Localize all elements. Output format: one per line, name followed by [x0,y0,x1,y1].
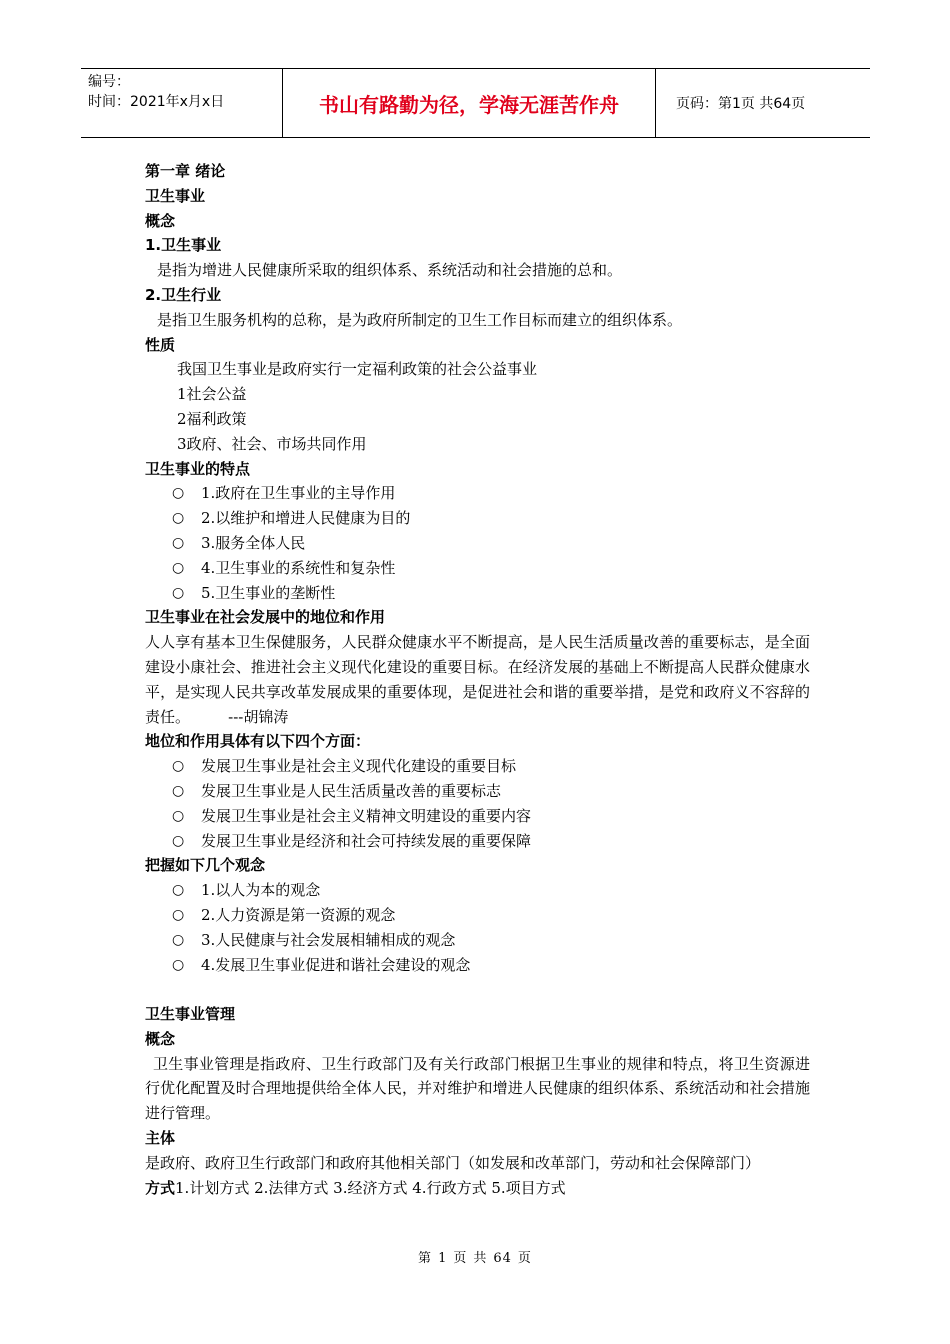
subject-heading: 主体 [145,1129,176,1148]
circle-bullet-icon: ○ [172,832,185,849]
concept-heading: 概念 [145,211,176,230]
item-text: 是指卫生服务机构的总称，是为政府所制定的卫生工作目标而建立的组织体系。 [157,310,683,329]
methods-text: 1.计划方式 2.法律方式 3.经济方式 4.行政方式 5.项目方式 [175,1178,566,1197]
list-item-text: 1.以人为本的观念 [201,881,321,900]
item-text: 是指为增进人民健康所采取的组织体系、系统活动和社会措施的总和。 [157,261,623,280]
circle-bullet-icon: ○ [172,956,185,973]
header-page-info-cell [664,69,870,137]
list-item [145,481,810,506]
list-item-text: 2.以维护和增进人民健康为目的 [201,509,411,528]
views-heading: 把握如下几个观念 [145,856,266,875]
concept-heading: 概念 [145,1029,176,1048]
header-motto: 书山有路勤为径，学海无涯苦作舟 [319,92,619,117]
circle-bullet-icon: ○ [172,485,185,502]
spacer [145,977,810,1002]
circle-bullet-icon: ○ [172,559,185,576]
role-heading: 卫生事业在社会发展中的地位和作用 [145,608,386,627]
circle-bullet-icon: ○ [172,782,185,799]
list-item-text: 4.卫生事业的系统性和复杂性 [201,558,396,577]
list-item-text: 5.卫生事业的垄断性 [201,583,336,602]
footer-word: 第 [418,1251,433,1266]
list-item-text: 3.服务全体人民 [201,533,306,552]
nature-heading: 性质 [145,335,176,354]
list-item [145,804,810,829]
page-footer [0,1247,950,1266]
footer-word: 页 [517,1251,532,1266]
header-meta [81,69,281,137]
chapter-title: 第一章 绪论 [145,162,226,180]
methods-line [145,1176,810,1201]
section-title: 卫生事业 [145,186,206,205]
nature-line: 1社会公益 [177,385,247,404]
footer-total-pages: 64 [493,1251,512,1266]
footer-word: 页 [453,1251,468,1266]
features-heading: 卫生事业的特点 [145,459,251,478]
list-item-text: 发展卫生事业是人民生活质量改善的重要标志 [201,781,502,800]
list-item [145,581,810,606]
mgmt-paragraph [145,1052,810,1126]
subject-paragraph: 是政府、政府卫生行政部门和政府其他相关部门（如发展和改革部门，劳动和社会保障部门） [145,1153,761,1172]
nature-line: 我国卫生事业是政府实行一定福利政策的社会公益事业 [177,360,538,379]
methods-label: 方式 [145,1178,176,1197]
circle-bullet-icon: ○ [172,807,185,824]
serial-label: 编号： [88,74,130,90]
list-item [145,779,810,804]
circle-bullet-icon: ○ [172,584,185,601]
item-heading: 1.卫生事业 [145,236,222,255]
list-item [145,878,810,903]
role-paragraph: 人人享有基本卫生保健服务，人民群众健康水平不断提高，是人民生活质量改善的重要标志，是全面建设小康社会、推进社会主义现代化建设的重要目标。在经济发展的基础上不断提高人民群众健康水平，是实现人民共享改革发展成果的重要体现，是促进社会和谐的重要举措，是党和政府义不容辞的责任。 ---胡锦涛 [145,633,810,726]
list-item [145,928,810,953]
list-item [145,829,810,854]
mgmt-paragraph-text: 卫生事业管理是指政府、卫生行政部门及有关行政部门根据卫生事业的规律和特点，将卫生资源进行优化配置及时合理地提供给全体人民，并对维护和增进人民健康的组织体系、系统活动和社会措施进行管理。 [145,1054,810,1123]
circle-bullet-icon: ○ [172,906,185,923]
circle-bullet-icon: ○ [172,534,185,551]
aspects-heading: 地位和作用具体有以下四个方面： [145,732,371,751]
list-item-text: 4.发展卫生事业促进和谐社会建设的观念 [201,955,471,974]
list-item-text: 发展卫生事业是经济和社会可持续发展的重要保障 [201,831,532,850]
header-page-info: 页码：第1页 共64页 [676,96,806,112]
circle-bullet-icon: ○ [172,758,185,775]
circle-bullet-icon: ○ [172,931,185,948]
list-item [145,903,810,928]
mgmt-heading: 卫生事业管理 [145,1005,236,1024]
list-item [145,754,810,779]
date-label: 时间：2021年x月x日 [88,94,225,110]
header-motto-cell [282,69,656,137]
list-item [145,531,810,556]
list-item-text: 2.人力资源是第一资源的观念 [201,905,396,924]
list-item [145,953,810,978]
list-item-text: 发展卫生事业是社会主义现代化建设的重要目标 [201,757,517,776]
list-item-text: 发展卫生事业是社会主义精神文明建设的重要内容 [201,806,532,825]
item-heading: 2.卫生行业 [145,285,222,304]
list-item [145,556,810,581]
circle-bullet-icon: ○ [172,882,185,899]
list-item [145,506,810,531]
document-body [145,159,810,1200]
list-item-text: 3.人民健康与社会发展相辅相成的观念 [201,930,456,949]
list-item-text: 1.政府在卫生事业的主导作用 [201,484,396,503]
footer-page-number: 1 [438,1251,448,1266]
circle-bullet-icon: ○ [172,510,185,527]
footer-word: 共 [473,1251,488,1266]
nature-line: 3政府、社会、市场共同作用 [177,434,367,453]
nature-line: 2福利政策 [177,409,247,428]
page-header [81,68,870,138]
